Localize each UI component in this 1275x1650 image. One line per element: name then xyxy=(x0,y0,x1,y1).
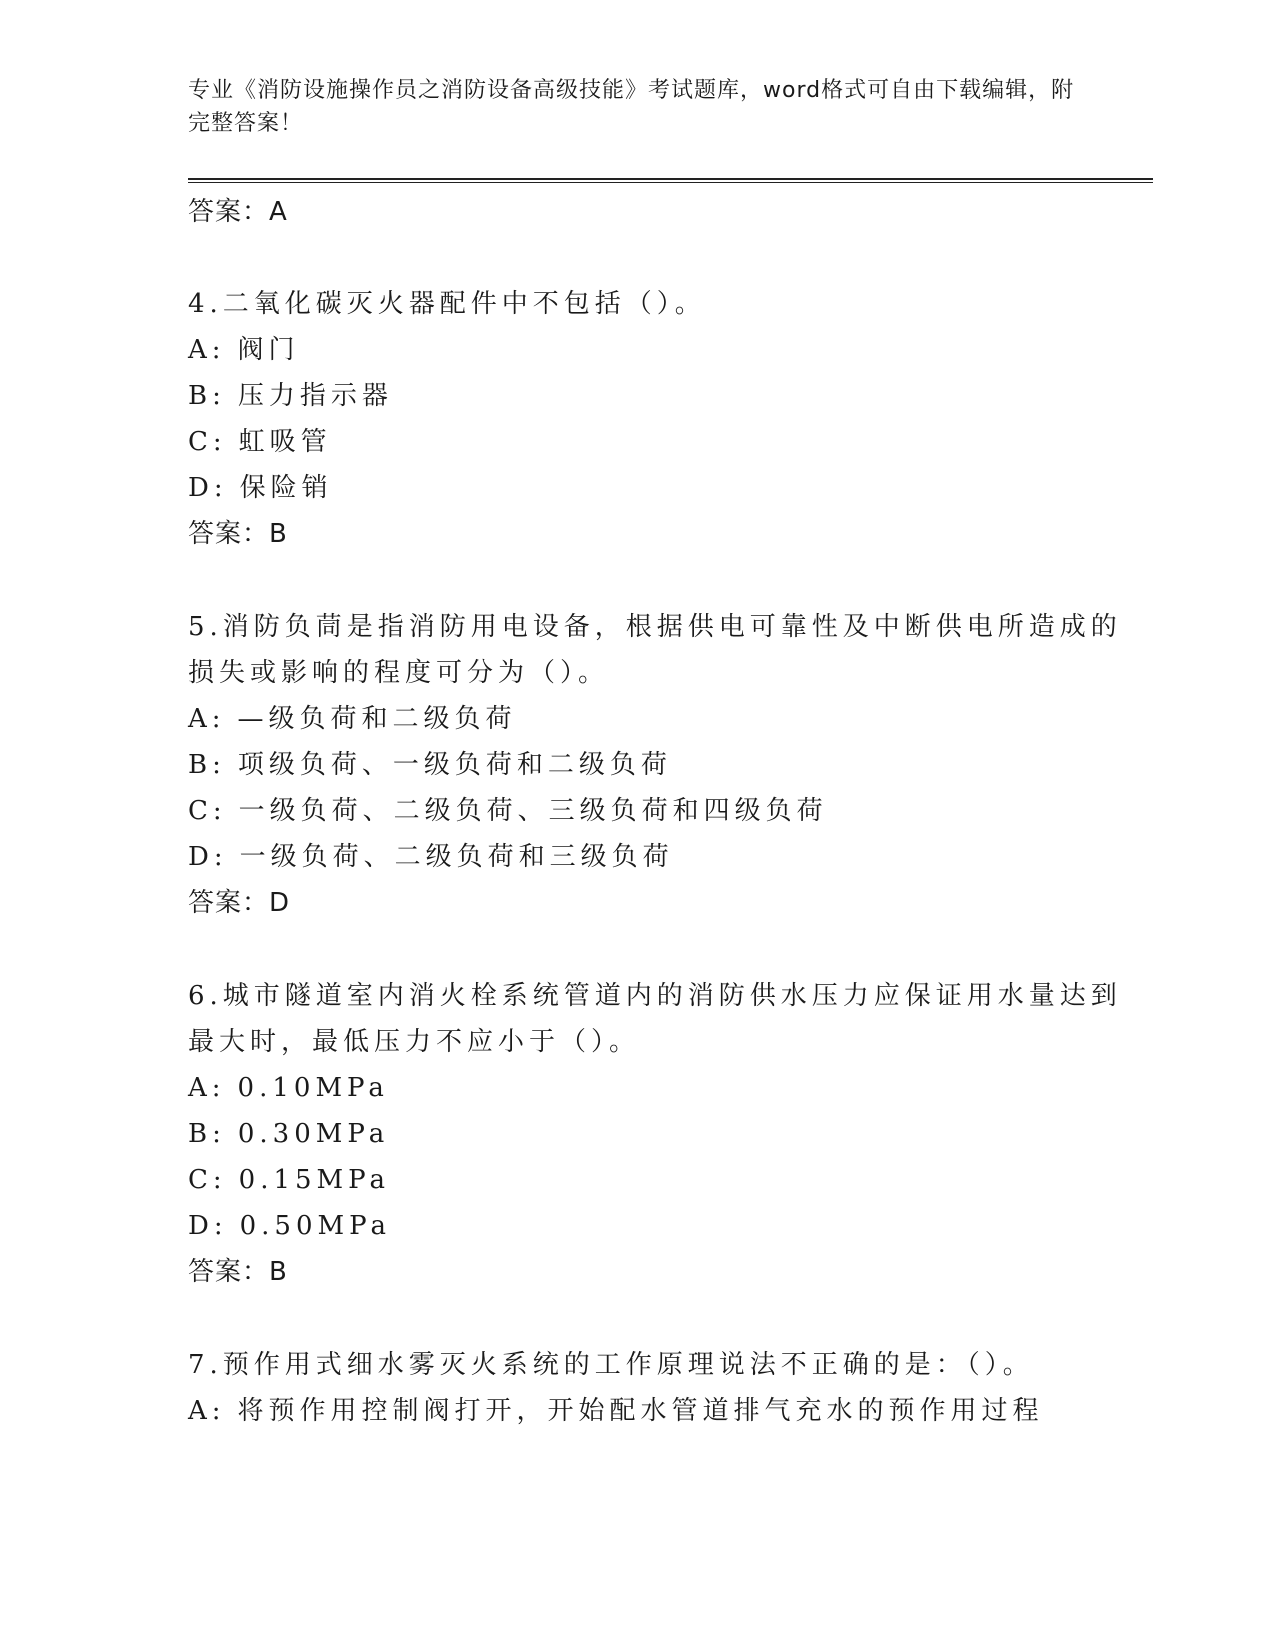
option-a xyxy=(188,1065,1088,1111)
header-divider-thick xyxy=(188,178,1153,180)
option-letter: A: xyxy=(188,1396,226,1426)
option-text: 0.10MPa xyxy=(237,1073,389,1103)
option-a xyxy=(188,327,1088,373)
question-text: 7.预作用式细水雾灭火系统的工作原理说法不正确的是：（）。 xyxy=(188,1350,1034,1380)
question-text: 6.城市隧道室内消火栓系统管道内的消防供水压力应保证用水量达到 xyxy=(188,981,1122,1011)
option-letter: B: xyxy=(188,750,226,780)
answer-line: 答案：B xyxy=(188,1257,288,1287)
answer-line: 答案：D xyxy=(188,888,291,918)
header-divider-thin xyxy=(188,182,1153,183)
option-text: 虹吸管 xyxy=(238,427,332,457)
option-b xyxy=(188,1111,1088,1157)
option-text: —级负荷和二级负荷 xyxy=(237,704,517,734)
option-c xyxy=(188,788,1088,834)
option-text: 将预作用控制阀打开，开始配水管道排气充水的预作用过程 xyxy=(237,1396,1044,1426)
option-text: 一级负荷、二级负荷和三级负荷 xyxy=(239,842,674,872)
question-item xyxy=(188,604,1122,926)
option-c xyxy=(188,419,1088,465)
question-item xyxy=(188,1342,1088,1434)
answer-line: 答案：A xyxy=(188,197,288,227)
option-letter: D: xyxy=(188,842,228,872)
option-letter: C: xyxy=(188,427,227,457)
option-d xyxy=(188,834,1088,880)
header-text: 专业《消防设施操作员之消防设备高级技能》考试题库，word格式可自由下载编辑，附完整答案！ xyxy=(188,78,1075,136)
question-text: 5.消防负茼是指消防用电设备，根据供电可靠性及中断供电所造成的 xyxy=(188,612,1122,642)
option-letter: A: xyxy=(188,335,226,365)
option-letter: A: xyxy=(188,704,226,734)
option-letter: D: xyxy=(188,1211,228,1241)
answer-line: 答案：B xyxy=(188,519,288,549)
option-a xyxy=(188,696,1088,742)
option-b xyxy=(188,373,1088,419)
option-letter: A: xyxy=(188,1073,226,1103)
option-text: 一级负荷、二级负荷、三级负荷和四级负荷 xyxy=(238,796,828,826)
option-d xyxy=(188,465,1088,511)
option-text: 0.15MPa xyxy=(238,1165,390,1195)
option-text: 保险销 xyxy=(239,473,333,503)
question-item xyxy=(188,973,1122,1295)
option-b xyxy=(188,742,1088,788)
option-d xyxy=(188,1203,1088,1249)
question-text: 4.二氧化碳灭火器配件中不包括（）。 xyxy=(188,289,706,319)
option-text: 阀门 xyxy=(237,335,300,365)
option-text: 0.30MPa xyxy=(237,1119,390,1149)
question-list xyxy=(188,190,1122,1434)
option-letter: C: xyxy=(188,796,227,826)
option-letter: C: xyxy=(188,1165,227,1195)
option-letter: B: xyxy=(188,381,226,411)
question-text-continued: 损失或影响的程度可分为（）。 xyxy=(188,658,610,688)
option-c xyxy=(188,1157,1088,1203)
option-text: 0.50MPa xyxy=(239,1211,391,1241)
option-a xyxy=(188,1388,1088,1434)
option-letter: D: xyxy=(188,473,228,503)
question-item xyxy=(188,281,1088,557)
option-text: 压力指示器 xyxy=(237,381,393,411)
option-text: 项级负荷、一级负荷和二级负荷 xyxy=(237,750,672,780)
option-letter: B: xyxy=(188,1119,226,1149)
question-text-continued: 最大时，最低压力不应小于（）。 xyxy=(188,1027,641,1057)
